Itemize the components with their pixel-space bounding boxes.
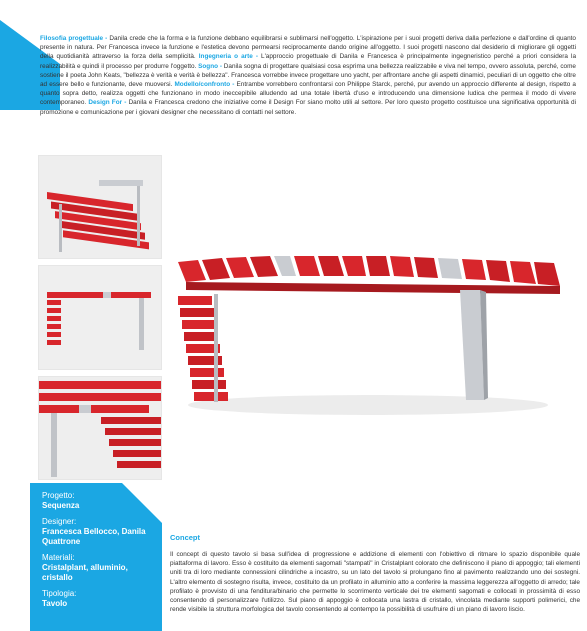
concept-text: Il concept di questo tavolo si basa sull'idea di progressione e addizione di elementi con l'obiettivo di ritmare lo spazio disponibile quale piattaforma di lavoro. Esso è costituito da elementi sagomati "stampati" in Cristalplant colorato che definiscono il piano di appoggio; tali elementi uniti tra di loro mediante connessioni cilindriche a incastro, su un lato del tavolo si prolungano fino al pavimento realizzando uno dei sostegni. L'altro elemento di sostegno risulta, invece, costituito da un profilato in alluminio atto a conferire la massima leggerezza all'oggetto di arredo; tale profilato è provvisto di una fenditura/binario che permette lo scorrimento verticale dei tre elementi sagomati e collocati in prossimità di esso consentendo di personalizzare l'utilizzo. Sul piano di appoggio è collocata una lastra di cristallo, vincolata mediante supporti polimerici, che rende visibile la struttura morfologica del tavolo consentendo al contempo la possibilità di usufruire di un piano di lavoro liscio.: [170, 551, 580, 614]
tipologia-value: Tavolo: [42, 599, 68, 608]
concept-title: Concept: [170, 533, 200, 542]
section-title-sogno: Sogno: [198, 62, 219, 70]
materiali-label: Materiali:: [42, 553, 75, 562]
section-title-ingegneria: Ingegneria o arte: [198, 53, 253, 61]
thumbnail-table-side-view: [38, 265, 162, 370]
intro-paragraph: Filosofia progettuale - Danila crede che la forma e la funzione debbano equilibrarsi e sublimarsi nell'oggetto. L'ispirazione per i suoi progetti deriva dalla perfezione e dall'ordine di quanto presente in natura. Per Francesca invece la funzione e l'estetica devono permearsi reciprocamente dando origine all'oggetto. I suoi progetti nascono dal desiderio di migliorare gli oggetti della quotidianità attraverso la forza della semplicità. Ingegneria o arte - L'approccio progettuale di Danila e Francesca è principalmente ingegneristico perché a priori considera la realizzabilità e quindi il processo per produrre l'oggetto. Sogno - Danila sogna di progettare qualsiasi cosa esprima una bellezza realizzabile e viva nel tempo, ovvero assoluta, perché, come sostiene il poeta John Keats, "bellezza è verità e verità è bellezza". Francesca vorrebbe invece progettare uno yacht, per affrontare anche gli aspetti dinamici, peculiari di un oggetto che oltre ad essere bello e funzionante, deve muoversi. Modello/confronto - Entrambe vorrebbero confrontarsi con Philippe Starck, perché, pur avendo un approccio differente al design, rispetto a quanto sopra detto, realizza oggetti che funzionano in modo ineccepibile alludendo ad una totale libertà d'uso e introducendo una dimensione ludica che permea il modo di vivere contemporaneo. Design For - Danila e Francesca credono che iniziative come il Design For siano molto utili al settore. Per loro questo progetto costituisce una significativa opportunità di promozione e comunicazione per i giovani designer che necessitano di contatti nel settore.: [40, 35, 576, 116]
section-text-designfor: Danila e Francesca credono che iniziative come il Design For siano molto utili al settore. Per loro questo progetto costituisce una significativa opportunità di promozione e comunicazione per i giovani designer che necessitano di contatti nel settore.: [40, 99, 576, 116]
progetto-value: Sequenza: [42, 501, 80, 510]
section-text-sogno: Danila sogna di progettare qualsiasi cosa esprima una bellezza realizzabile e viva nel tempo, ovvero assoluta, perché, come sostiene il poeta John Keats, "bellezza è verità e verità è bellezza". Francesca vorrebbe invece progettare uno yacht, per affrontare anche gli aspetti dinamici, peculiari di un oggetto che oltre ad essere bello e funzionante, deve muoversi.: [40, 62, 576, 89]
thumbnail-table-top-view: [38, 155, 162, 259]
corner-fold-icon: [122, 483, 162, 523]
hero-table-image: [168, 190, 580, 460]
designer-value: Francesca Bellocco, Danila Quattrone: [42, 527, 146, 546]
designer-label: Designer:: [42, 517, 77, 526]
section-title-filosofia: Filosofia progettuale: [40, 35, 104, 42]
progetto-label: Progetto:: [42, 491, 75, 500]
section-text-filosofia: Danila crede che la forma e la funzione debbano equilibrarsi e sublimarsi nell'oggetto. L'ispirazione per i suoi progetti deriva dalla perfezione e dall'ordine di quanto presente in natura. Per Francesca invece la funzione e l'estetica devono permearsi reciprocamente dando origine all'oggetto. I suoi progetti nascono dal desiderio di migliorare gli oggetti della quotidianità attraverso la forza della semplicità.: [40, 35, 576, 61]
thumbnail-table-closeup: [38, 376, 162, 480]
project-info-box: [30, 483, 162, 631]
section-text-ingegneria: L'approccio progettuale di Danila e Francesca è principalmente ingegneristico perché a priori considera la realizzabilità e quindi il processo per produrre l'oggetto.: [40, 53, 576, 70]
materiali-value: Cristalplant, alluminio, cristallo: [42, 563, 128, 582]
section-title-modello: Modello/confronto: [174, 81, 231, 89]
tipologia-label: Tipologia:: [42, 589, 77, 598]
section-text-modello: Entrambe vorrebbero confrontarsi con Philippe Starck, perché, pur avendo un approccio differente al design, rispetto a quanto sopra detto, realizza oggetti che funzionano in modo ineccepibile alludendo ad una totale libertà d'uso e introducendo una dimensione ludica che permea il modo di vivere contemporaneo.: [40, 81, 576, 107]
section-title-designfor: Design For: [88, 99, 123, 107]
